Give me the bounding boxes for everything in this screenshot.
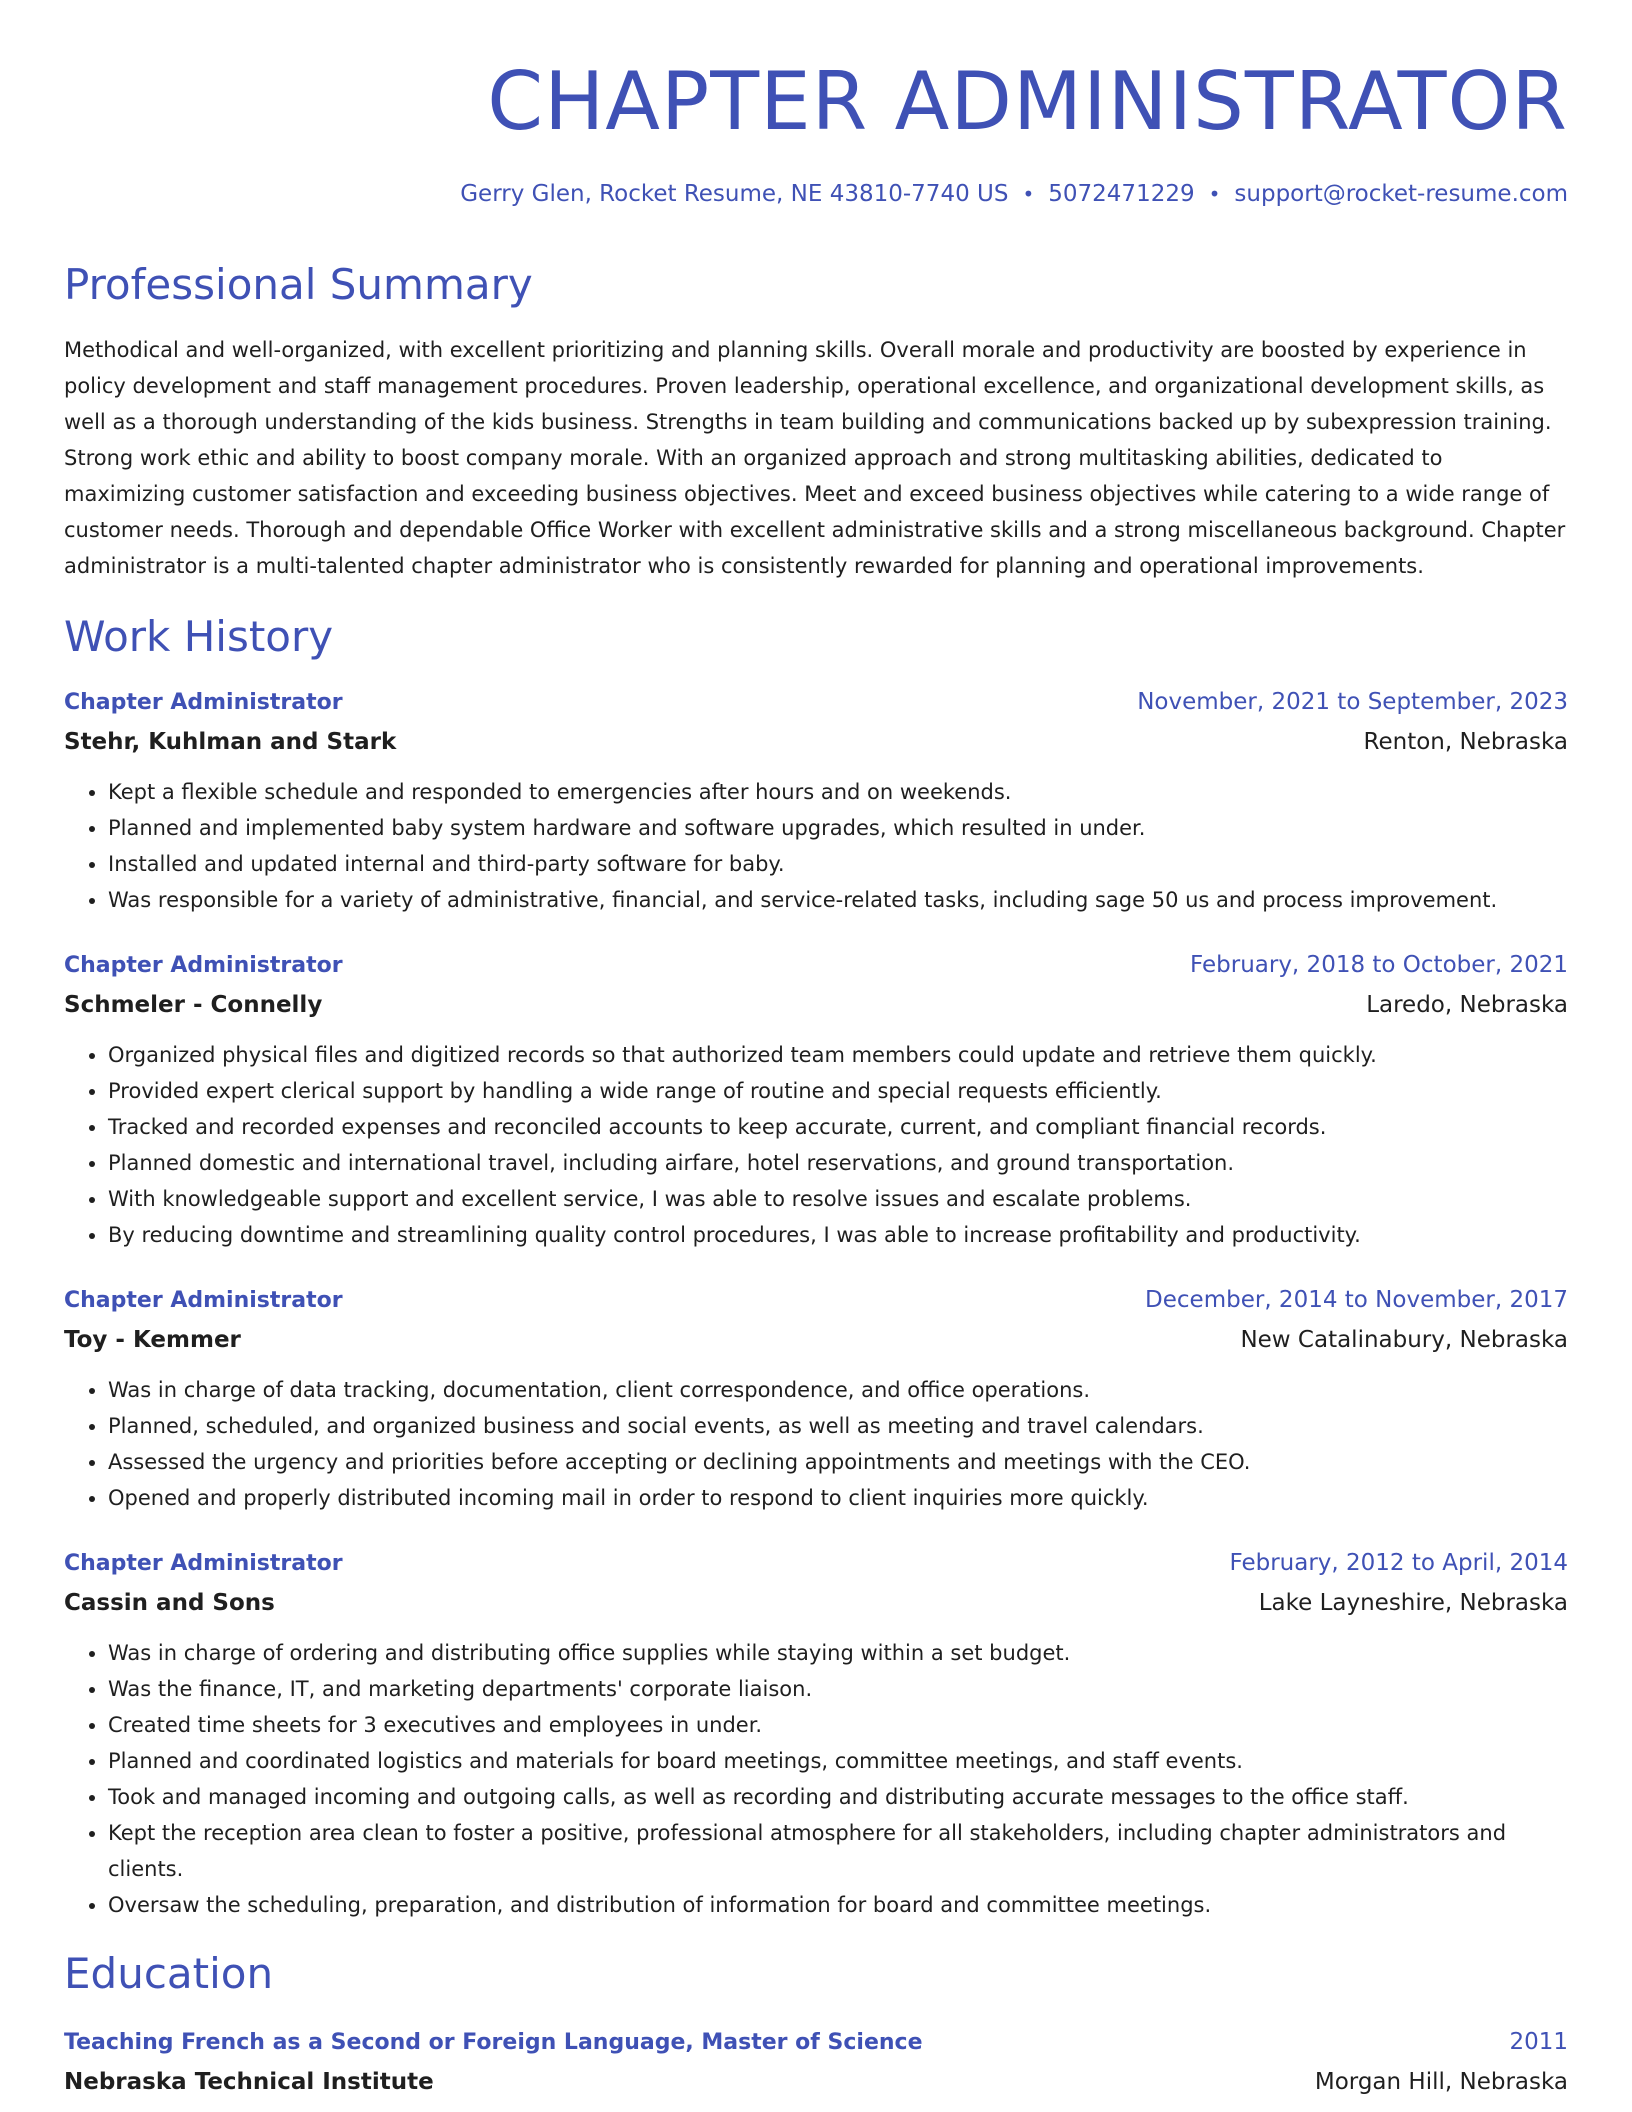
education-entry: [64, 2023, 1568, 2102]
job-bullet: • Kept a flexible schedule and responded to emergencies after hours and on weekends.: [108, 774, 1568, 810]
section-title-work-history: Work History: [64, 612, 334, 662]
section-title-education: Education: [64, 1948, 274, 1998]
job-bullet: • Provided expert clerical support by handling a wide range of routine and special requests efficiently.: [108, 1073, 1568, 1109]
job-bullet: • Opened and properly distributed incoming mail in order to respond to client inquiries more quickly.: [108, 1480, 1568, 1516]
contact-phone[interactable]: 5072471229: [1048, 181, 1195, 207]
job-location: Renton, Nebraska: [1363, 728, 1568, 755]
education-section: [64, 1949, 1568, 2102]
education-year: 2011: [1509, 2029, 1568, 2056]
job-dates: November, 2021 to September, 2023: [1137, 688, 1568, 715]
job-entry: [64, 946, 1568, 1253]
job-bullet: • Kept the reception area clean to foster a positive, professional atmosphere for all stakeholders, including chapter administrators and clients.: [108, 1815, 1568, 1887]
contact-address: Gerry Glen, Rocket Resume, NE 43810-7740 US: [460, 181, 1009, 207]
job-bullet: • Was in charge of ordering and distributing office supplies while staying within a set budget.: [108, 1635, 1568, 1671]
candidate-title: CHAPTER ADMINISTRATOR: [487, 55, 1568, 148]
job-bullet: • Was responsible for a variety of administrative, financial, and service-related tasks, including sage 50 us and process improvement.: [108, 882, 1568, 918]
job-dates: February, 2018 to October, 2021: [1190, 951, 1568, 978]
job-role: Chapter Administrator: [64, 952, 343, 978]
job-role: Chapter Administrator: [64, 1287, 343, 1313]
job-bullet: • With knowledgeable support and excellent service, I was able to resolve issues and escalate problems.: [108, 1181, 1568, 1217]
job-company: Toy - Kemmer: [64, 1326, 241, 1353]
job-bullets: [64, 774, 1568, 918]
job-bullet: • Planned domestic and international travel, including airfare, hotel reservations, and ground transportation.: [108, 1145, 1568, 1181]
job-entry: [64, 1281, 1568, 1516]
job-bullets: [64, 1037, 1568, 1253]
contact-line: [64, 180, 1568, 210]
education-school: Nebraska Technical Institute: [64, 2069, 434, 2096]
education-location: Morgan Hill, Nebraska: [1314, 2069, 1568, 2096]
job-location: Laredo, Nebraska: [1366, 991, 1568, 1018]
job-role: Chapter Administrator: [64, 689, 343, 715]
summary-section: [64, 260, 1568, 584]
job-bullet: • Planned, scheduled, and organized business and social events, as well as meeting and travel calendars.: [108, 1408, 1568, 1444]
job-bullet: • Planned and implemented baby system hardware and software upgrades, which resulted in under.: [108, 810, 1568, 846]
job-bullet: • Tracked and recorded expenses and reconciled accounts to keep accurate, current, and compliant financial records.: [108, 1109, 1568, 1145]
contact-separator: •: [1208, 182, 1221, 206]
section-title-summary: Professional Summary: [64, 259, 533, 309]
job-role: Chapter Administrator: [64, 1550, 343, 1576]
job-bullet: • Oversaw the scheduling, preparation, and distribution of information for board and committee meetings.: [108, 1887, 1568, 1923]
job-bullet: • Took and managed incoming and outgoing calls, as well as recording and distributing accurate messages to the office staff.: [108, 1779, 1568, 1815]
job-location: New Catalinabury, Nebraska: [1240, 1326, 1568, 1353]
job-bullet: • Planned and coordinated logistics and materials for board meetings, committee meetings, and staff events.: [108, 1743, 1568, 1779]
job-bullet: • Assessed the urgency and priorities before accepting or declining appointments and meetings with the CEO.: [108, 1444, 1568, 1480]
job-bullet: • Organized physical files and digitized records so that authorized team members could update and retrieve them quickly.: [108, 1037, 1568, 1073]
job-bullet: • Was in charge of data tracking, documentation, client correspondence, and office operations.: [108, 1372, 1568, 1408]
job-company: Schmeler - Connelly: [64, 991, 323, 1018]
job-dates: February, 2012 to April, 2014: [1229, 1549, 1568, 1576]
education-degree: Teaching French as a Second or Foreign Language, Master of Science: [64, 2030, 923, 2056]
job-bullet: • Was the finance, IT, and marketing departments' corporate liaison.: [108, 1671, 1568, 1707]
job-bullets: [64, 1372, 1568, 1516]
job-entry: [64, 1544, 1568, 1923]
job-bullet: • Installed and updated internal and third-party software for baby.: [108, 846, 1568, 882]
summary-text: Methodical and well-organized, with excellent prioritizing and planning skills. Overall morale and productivity are boosted by experience in policy development and staff management procedures. Proven leadership, operational excellence, and organizational development skills, as well as a thorough understanding of the kids business. Strengths in team building and communications backed up by subexpression training. Strong work ethic and ability to boost company morale. With an organized approach and strong multitasking abilities, dedicated to maximizing customer satisfaction and exceeding business objectives. Meet and exceed business objectives while catering to a wide range of customer needs. Thorough and dependable Office Worker with excellent administrative skills and a strong miscellaneous background. Chapter administrator is a multi-talented chapter administrator who is consistently rewarded for planning and operational improvements.: [64, 338, 1566, 579]
job-bullet: • By reducing downtime and streamlining quality control procedures, I was able to increase profitability and productivity.: [108, 1217, 1568, 1253]
resume-header: [64, 56, 1568, 210]
job-bullet: • Created time sheets for 3 executives and employees in under.: [108, 1707, 1568, 1743]
job-dates: December, 2014 to November, 2017: [1145, 1286, 1568, 1313]
contact-separator: •: [1022, 182, 1035, 206]
job-location: Lake Layneshire, Nebraska: [1258, 1589, 1568, 1616]
work-history-section: [64, 612, 1568, 1922]
job-entry: [64, 683, 1568, 918]
job-company: Cassin and Sons: [64, 1589, 275, 1616]
job-company: Stehr, Kuhlman and Stark: [64, 728, 397, 755]
job-bullets: [64, 1635, 1568, 1923]
contact-email[interactable]: support@rocket-resume.com: [1234, 181, 1568, 207]
